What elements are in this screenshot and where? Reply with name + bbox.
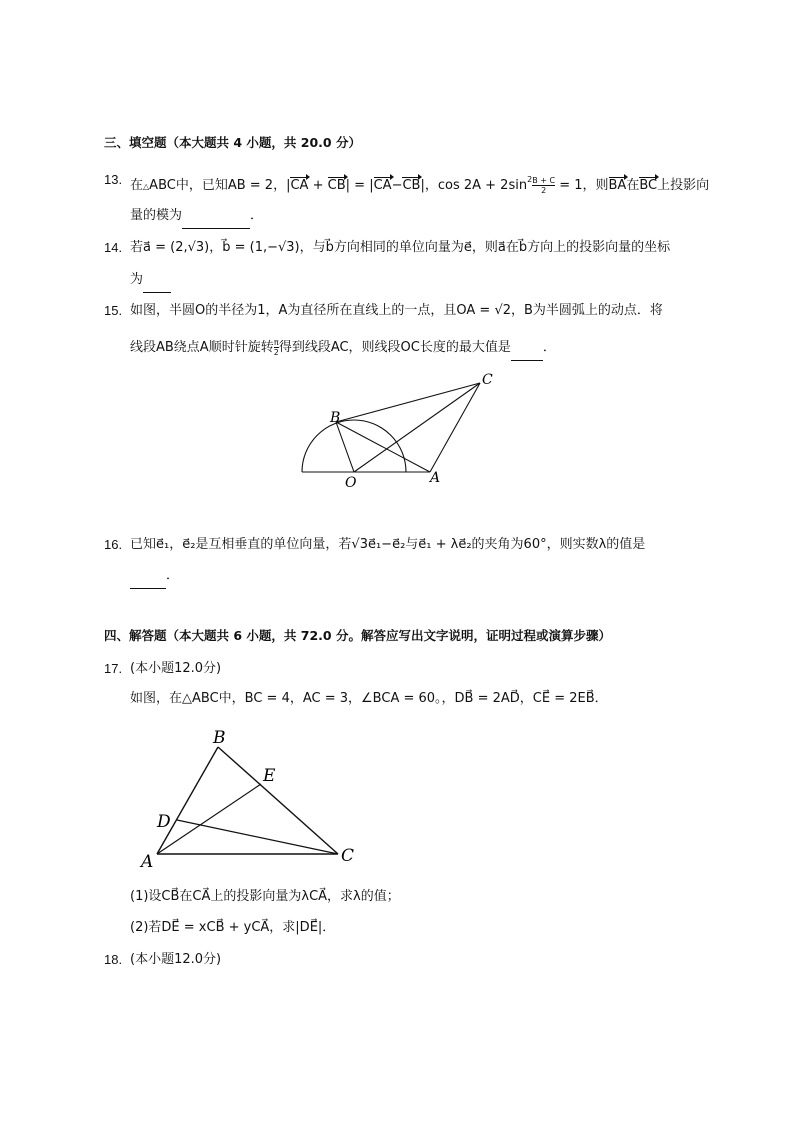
vector-ca: CA — [374, 176, 392, 196]
plus-sign: + — [308, 178, 328, 193]
vector-bc: BC — [639, 176, 657, 196]
q13-text: ． — [250, 208, 264, 223]
q14-line1: 若a⃗ = (2,√3)，b⃗ = (1,−√3)，与b⃗方向相同的单位向量为e⃗，则a⃗在b⃗方向上的投影向量的坐标 — [130, 240, 671, 255]
label-c: C — [482, 372, 493, 388]
q17-points: (本小题12.0分) — [130, 661, 222, 676]
q18-points: (本小题12.0分) — [130, 952, 222, 967]
q17-figure — [135, 725, 365, 870]
q15-text: ． — [542, 340, 556, 355]
q17-part1: (1)设CB⃗在CA⃗上的投影向量为λCA⃗，求λ的值； — [130, 889, 400, 904]
vector-cb: CB — [402, 176, 420, 196]
q15-line2 — [130, 338, 556, 361]
answer-blank — [182, 208, 250, 229]
q14-number: 14. — [104, 240, 123, 255]
fraction-numerator: π — [273, 338, 279, 347]
q13-number: 13. — [104, 172, 123, 187]
q15-line1: 如图，半圆O的半径为1，A为直径所在直线上的一点，且OA = √2，B为半圆弧上的动点．将 — [130, 303, 663, 318]
q13-text: 上投影向 — [657, 178, 710, 193]
label-c: C — [341, 846, 355, 866]
minus-sign: − — [391, 178, 403, 193]
q13-text: 量的模为 — [130, 208, 183, 223]
fraction-denominator: 2 — [273, 348, 279, 357]
segment-dc — [177, 820, 338, 854]
answer-blank — [130, 568, 166, 589]
superscript: 2 — [527, 175, 533, 184]
section3-heading: 三、填空题（本大题共 4 小题，共 20.0 分） — [104, 135, 361, 150]
answer-blank — [511, 340, 543, 361]
segment-oc — [354, 383, 480, 472]
q16-text: ． — [166, 568, 180, 583]
q17-number: 17. — [104, 661, 123, 676]
q16-line1: 已知e⃗₁，e⃗₂是互相垂直的单位向量，若√3e⃗₁−e⃗₂与e⃗₁ + λe⃗₂的夹角为60°，则实数λ的值是 — [130, 537, 646, 552]
equals-sign: = — [350, 178, 370, 193]
q13-text: 在 — [626, 178, 640, 193]
label-a: A — [430, 470, 441, 486]
segment-ac — [430, 383, 480, 472]
q16-line2 — [130, 566, 179, 589]
side-ab — [157, 747, 218, 854]
q13-text: = 1，则 — [555, 178, 609, 193]
q15-text: 得到线段AC，则线段OC长度的最大值是 — [278, 340, 511, 355]
triangle-symbol: △ — [143, 182, 150, 191]
vector-ba: BA — [609, 176, 627, 196]
q15-number: 15. — [104, 303, 123, 318]
q13-text: 在 — [130, 178, 144, 193]
fraction — [532, 176, 555, 195]
segment-ae — [157, 784, 261, 854]
answer-blank — [143, 272, 171, 293]
fraction-denominator: 2 — [532, 185, 555, 195]
label-b: B — [213, 728, 226, 748]
label-o: O — [345, 475, 357, 491]
q15-text: 线段AB绕点A顺时针旋转 — [130, 340, 274, 355]
q13-text: ABC中，已知AB = 2， — [149, 178, 287, 193]
label-e: E — [263, 766, 276, 786]
segment-bc — [336, 383, 480, 422]
vector-ca: CA — [290, 176, 308, 196]
q13-line2 — [130, 206, 263, 229]
segment-ab — [336, 422, 430, 472]
q18-number: 18. — [104, 952, 123, 967]
q14-text: 为 — [130, 272, 144, 287]
label-b: B — [330, 410, 341, 426]
q13-cos-text: ，cos 2A + 2sin — [424, 178, 528, 193]
label-a: A — [141, 852, 154, 870]
q17-part2: (2)若DE⃗ = xCB⃗ + yCA⃗，求|DE⃗|． — [130, 920, 336, 935]
label-d: D — [157, 812, 171, 832]
vector-cb: CB — [328, 176, 346, 196]
q16-number: 16. — [104, 537, 123, 552]
q14-line2 — [130, 270, 171, 293]
q13-line1: 在△ABC中，已知AB = 2，|CA + CB| = |CA−CB|，$\cos 2A + 2\sin^2$ $\frac{B + C}{2}$ = 1，则BA在BC上投影向 — [130, 175, 710, 195]
q15-figure — [290, 368, 510, 493]
segment-ob — [336, 422, 354, 472]
section4-heading: 四、解答题（本大题共 6 小题，共 72.0 分。解答应写出文字说明，证明过程或演算步骤） — [104, 628, 611, 643]
fraction-numerator: B + C — [532, 176, 556, 185]
q17-stem: 如图，在△ABC中，BC = 4，AC = 3，∠BCA = 60。，DB⃗ = 2AD⃗，CE⃗ = 2EB⃗． — [130, 691, 608, 706]
